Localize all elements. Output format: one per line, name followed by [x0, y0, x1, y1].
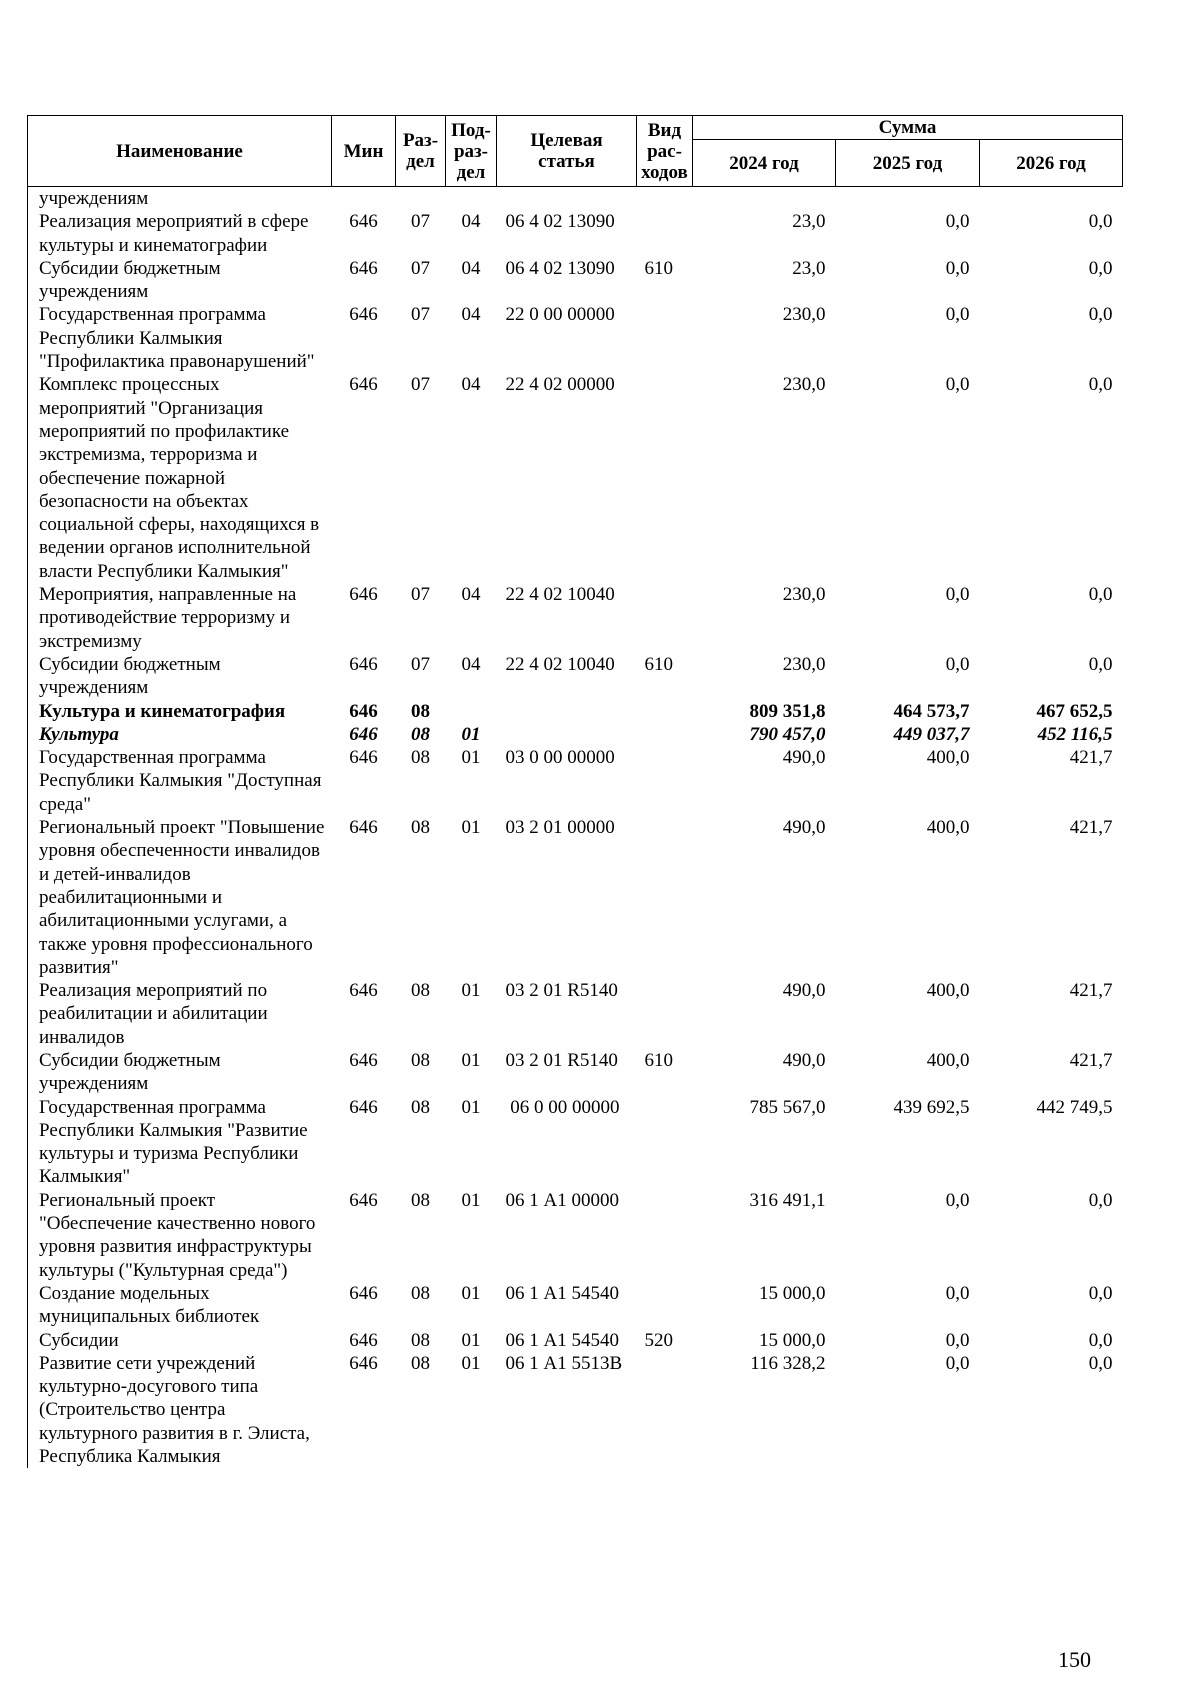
- cell-min: 646: [349, 817, 378, 839]
- cell-2024: 490,0: [782, 980, 826, 1002]
- table-body: [28, 187, 1123, 1469]
- cell-vid: [637, 373, 693, 583]
- cell-razdel: 08: [411, 700, 430, 722]
- cell-name: Реализация мероприятий по реабилитации и абилитации инвалидов: [28, 979, 332, 1049]
- cell-min: 646: [349, 257, 378, 279]
- cell-2026: 0,0: [1088, 1329, 1113, 1351]
- table-row: [28, 187, 1123, 211]
- table-row: [28, 303, 1123, 373]
- cell-2025: 449 037,7: [893, 723, 970, 745]
- cell-vid: [637, 210, 693, 257]
- cell-podrazdel: [446, 187, 497, 211]
- cell-podrazdel: [446, 700, 497, 723]
- cell-2026: 0,0: [1088, 257, 1113, 279]
- header-podrazdel: Под- раз- дел: [446, 116, 497, 187]
- cell-2025: 0,0: [945, 374, 970, 396]
- cell-2026: 0,0: [1088, 211, 1113, 233]
- cell-celevaya: 06 1 А1 5513В: [505, 1352, 623, 1374]
- cell-razdel: 08: [411, 1329, 430, 1351]
- cell-razdel: 07: [411, 374, 430, 396]
- table-row: [28, 1352, 1123, 1468]
- table-row: [28, 1049, 1123, 1096]
- cell-min: 646: [349, 747, 378, 769]
- cell-name: учреждениям: [28, 187, 332, 211]
- cell-name: Государственная программа Республики Калмыкия "Развитие культуры и туризма Республики Калмыкия": [28, 1096, 332, 1189]
- cell-vid: [637, 303, 693, 373]
- cell-celevaya: [497, 723, 637, 746]
- table-row: [28, 373, 1123, 583]
- cell-razdel: 08: [411, 1096, 430, 1118]
- cell-name: Субсидии бюджетным учреждениям: [28, 1049, 332, 1096]
- cell-celevaya: 06 4 02 13090: [505, 257, 615, 279]
- cell-celevaya: 22 4 02 00000: [505, 374, 615, 396]
- cell-2026: 421,7: [1069, 817, 1113, 839]
- cell-min: 646: [349, 211, 378, 233]
- cell-podrazdel: 04: [461, 304, 481, 326]
- cell-vid: 520: [644, 1329, 673, 1351]
- cell-podrazdel: 01: [461, 980, 481, 1002]
- cell-2025: 400,0: [926, 817, 970, 839]
- budget-table-container: [27, 115, 1122, 1468]
- cell-celevaya: 03 2 01 R5140: [505, 1049, 618, 1071]
- cell-podrazdel: 01: [461, 1189, 481, 1211]
- table-header: [28, 116, 1123, 187]
- header-2025: 2025 год: [836, 140, 980, 187]
- table-row: [28, 746, 1123, 816]
- cell-min: 646: [349, 374, 378, 396]
- cell-celevaya: 06 1 А1 54540: [505, 1282, 619, 1304]
- cell-2024: 490,0: [782, 1049, 826, 1071]
- cell-2026: 421,7: [1069, 1049, 1113, 1071]
- cell-2024: 790 457,0: [749, 723, 826, 745]
- cell-name: Культура: [28, 723, 332, 746]
- cell-2024: 490,0: [782, 747, 826, 769]
- cell-celevaya: [497, 187, 637, 211]
- cell-2025: 0,0: [945, 584, 970, 606]
- cell-min: 646: [349, 653, 378, 675]
- cell-2026: 0,0: [1088, 374, 1113, 396]
- cell-2025: 400,0: [926, 747, 970, 769]
- cell-podrazdel: 01: [461, 1329, 481, 1351]
- table-row: [28, 723, 1123, 746]
- cell-2026: [980, 187, 1123, 211]
- cell-2025: 0,0: [945, 653, 970, 675]
- cell-min: [332, 187, 396, 211]
- cell-vid: [637, 700, 693, 723]
- cell-podrazdel: 01: [461, 1096, 481, 1118]
- cell-name: Развитие сети учреждений культурно-досугового типа (Строительство центра культурного развития в г. Элиста, Республика Калмыкия: [28, 1352, 332, 1468]
- cell-2025: 400,0: [926, 1049, 970, 1071]
- budget-table: [27, 115, 1123, 1468]
- cell-celevaya: 06 1 А1 54540: [505, 1329, 619, 1351]
- cell-podrazdel: 04: [461, 211, 481, 233]
- cell-2024: 316 491,1: [749, 1189, 826, 1211]
- cell-vid: [637, 816, 693, 979]
- cell-razdel: 07: [411, 257, 430, 279]
- cell-2026: 467 652,5: [1036, 700, 1113, 722]
- header-summa: Сумма: [693, 116, 1123, 140]
- cell-podrazdel: 04: [461, 374, 481, 396]
- cell-podrazdel: 01: [461, 723, 481, 745]
- cell-name: Комплекс процессных мероприятий "Организация мероприятий по профилактике экстремизма, терроризма и обеспечение пожарной безопасности на объектах социальной сферы, находящихся в ведении органов исполнительной власти Республики Калмыкия": [28, 373, 332, 583]
- cell-razdel: 08: [411, 1282, 430, 1304]
- cell-celevaya: 03 2 01 R5140: [505, 980, 618, 1002]
- cell-min: 646: [349, 1096, 378, 1118]
- cell-name: Субсидии бюджетным учреждениям: [28, 257, 332, 304]
- cell-2026: 0,0: [1088, 304, 1113, 326]
- cell-razdel: 07: [411, 584, 430, 606]
- cell-2024: 230,0: [782, 304, 826, 326]
- cell-2024: 15 000,0: [759, 1282, 826, 1304]
- cell-razdel: 07: [411, 211, 430, 233]
- cell-2025: 0,0: [945, 211, 970, 233]
- cell-vid: [637, 746, 693, 816]
- cell-name: Субсидии бюджетным учреждениям: [28, 653, 332, 700]
- cell-2024: 230,0: [782, 584, 826, 606]
- cell-2026: 421,7: [1069, 747, 1113, 769]
- cell-razdel: 08: [411, 723, 430, 745]
- cell-2025: 0,0: [945, 1282, 970, 1304]
- table-row: [28, 700, 1123, 723]
- cell-celevaya: 22 4 02 10040: [505, 653, 615, 675]
- header-razdel: Раз- дел: [396, 116, 446, 187]
- cell-razdel: 08: [411, 1189, 430, 1211]
- cell-2025: 0,0: [945, 1329, 970, 1351]
- cell-name: Реализация мероприятий в сфере культуры и кинематографии: [28, 210, 332, 257]
- cell-2025: 400,0: [926, 980, 970, 1002]
- cell-2026: 0,0: [1088, 1282, 1113, 1304]
- cell-2025: 0,0: [945, 1189, 970, 1211]
- cell-2024: 785 567,0: [749, 1096, 826, 1118]
- cell-vid: 610: [644, 1049, 673, 1071]
- cell-2026: 0,0: [1088, 1189, 1113, 1211]
- cell-min: 646: [349, 1049, 378, 1071]
- cell-celevaya: 03 0 00 00000: [505, 747, 615, 769]
- cell-name: Мероприятия, направленные на противодействие терроризму и экстремизму: [28, 583, 332, 653]
- cell-2026: 452 116,5: [1037, 723, 1113, 745]
- table-row: [28, 257, 1123, 304]
- cell-min: 646: [349, 304, 378, 326]
- cell-2026: 442 749,5: [1036, 1096, 1113, 1118]
- cell-celevaya: 06 4 02 13090: [505, 211, 615, 233]
- cell-vid: 610: [644, 653, 673, 675]
- cell-2024: 116 328,2: [750, 1352, 826, 1374]
- table-row: [28, 979, 1123, 1049]
- cell-2025: 439 692,5: [893, 1096, 970, 1118]
- cell-celevaya: [497, 700, 637, 723]
- cell-2025: 0,0: [945, 257, 970, 279]
- cell-razdel: 07: [411, 304, 430, 326]
- header-vid: Вид рас- ходов: [637, 116, 693, 187]
- cell-name: Государственная программа Республики Калмыкия "Доступная среда": [28, 746, 332, 816]
- cell-vid: [637, 1352, 693, 1468]
- cell-2025: 0,0: [945, 304, 970, 326]
- page-number: 150: [1058, 1647, 1091, 1672]
- cell-min: 646: [349, 1329, 378, 1351]
- cell-razdel: 08: [411, 817, 430, 839]
- cell-name: Создание модельных муниципальных библиотек: [28, 1282, 332, 1329]
- cell-vid: 610: [644, 257, 673, 279]
- header-name: Наименование: [28, 116, 332, 187]
- cell-podrazdel: 01: [461, 1352, 481, 1374]
- cell-min: 646: [349, 980, 378, 1002]
- cell-celevaya: 22 0 00 00000: [505, 304, 615, 326]
- cell-2024: 23,0: [792, 257, 826, 279]
- cell-podrazdel: 04: [461, 257, 481, 279]
- header-min: Мин: [332, 116, 396, 187]
- cell-name: Региональный проект "Обеспечение качественно нового уровня развития инфраструктуры культуры ("Культурная среда"): [28, 1189, 332, 1282]
- cell-vid: [637, 187, 693, 211]
- cell-2024: 230,0: [782, 653, 826, 675]
- cell-celevaya: 03 2 01 00000: [505, 817, 615, 839]
- table-row: [28, 1329, 1123, 1352]
- cell-celevaya: 06 1 А1 00000: [505, 1189, 619, 1211]
- cell-vid: [637, 583, 693, 653]
- cell-2025: 0,0: [945, 1352, 970, 1374]
- cell-2024: 15 000,0: [759, 1329, 826, 1351]
- cell-2024: [693, 187, 836, 211]
- cell-2026: 0,0: [1088, 584, 1113, 606]
- cell-2026: 0,0: [1088, 653, 1113, 675]
- table-row: [28, 1096, 1123, 1189]
- cell-2024: 809 351,8: [749, 700, 826, 722]
- cell-celevaya: 22 4 02 10040: [505, 584, 615, 606]
- cell-razdel: 08: [411, 1352, 430, 1374]
- cell-razdel: [396, 187, 446, 211]
- cell-name: Культура и кинематография: [28, 700, 332, 723]
- cell-vid: [637, 1189, 693, 1282]
- header-celevaya: Целевая статья: [497, 116, 637, 187]
- cell-vid: [637, 979, 693, 1049]
- table-row: [28, 653, 1123, 700]
- cell-min: 646: [349, 700, 378, 722]
- cell-podrazdel: 01: [461, 817, 481, 839]
- cell-razdel: 07: [411, 653, 430, 675]
- table-row: [28, 210, 1123, 257]
- cell-razdel: 08: [411, 747, 430, 769]
- cell-2026: 421,7: [1069, 980, 1113, 1002]
- cell-min: 646: [349, 1352, 378, 1374]
- table-row: [28, 1282, 1123, 1329]
- table-row: [28, 1189, 1123, 1282]
- cell-min: 646: [349, 1282, 378, 1304]
- cell-2025: 464 573,7: [893, 700, 970, 722]
- cell-vid: [637, 1282, 693, 1329]
- cell-name: Региональный проект "Повышение уровня обеспеченности инвалидов и детей-инвалидов реабилитационными и абилитационными услугами, а также уровня профессионального развития": [28, 816, 332, 979]
- table-row: [28, 816, 1123, 979]
- cell-celevaya: 06 0 00 00000: [505, 1096, 620, 1118]
- cell-min: 646: [349, 584, 378, 606]
- cell-name: Субсидии: [28, 1329, 332, 1352]
- cell-2025: [836, 187, 980, 211]
- cell-vid: [637, 723, 693, 746]
- cell-min: 646: [349, 723, 378, 745]
- cell-vid: [637, 1096, 693, 1189]
- cell-min: 646: [349, 1189, 378, 1211]
- cell-2026: 0,0: [1088, 1352, 1113, 1374]
- cell-razdel: 08: [411, 980, 430, 1002]
- cell-razdel: 08: [411, 1049, 430, 1071]
- cell-2024: 23,0: [792, 211, 826, 233]
- cell-podrazdel: 04: [461, 584, 481, 606]
- cell-podrazdel: 01: [461, 1049, 481, 1071]
- header-2026: 2026 год: [980, 140, 1123, 187]
- cell-name: Государственная программа Республики Калмыкия "Профилактика правонарушений": [28, 303, 332, 373]
- table-row: [28, 583, 1123, 653]
- header-2024: 2024 год: [693, 140, 836, 187]
- cell-podrazdel: 04: [461, 653, 481, 675]
- cell-podrazdel: 01: [461, 1282, 481, 1304]
- cell-podrazdel: 01: [461, 747, 481, 769]
- cell-2024: 490,0: [782, 817, 826, 839]
- cell-2024: 230,0: [782, 374, 826, 396]
